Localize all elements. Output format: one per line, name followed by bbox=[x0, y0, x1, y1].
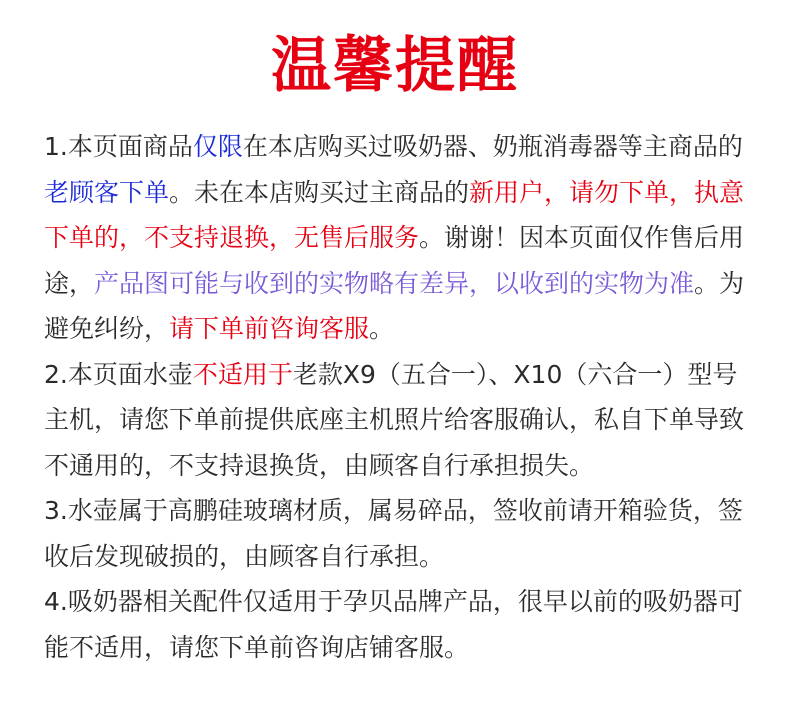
text-segment: 。为避免纠纷， bbox=[44, 268, 745, 343]
text-segment: 2.本页面水壶 bbox=[44, 359, 193, 389]
text-segment: 1.本页面商品 bbox=[44, 132, 193, 161]
text-segment: 。未在本店购买过主商品的 bbox=[169, 177, 470, 207]
highlight-segment: 不适用于 bbox=[192, 359, 293, 389]
notice-paragraph bbox=[44, 579, 754, 670]
highlight-segment: 新用户，请勿下单，执意下单的，不支持退换，无售后服务 bbox=[44, 177, 745, 252]
text-segment: 4.吸奶器相关配件仅适用于孕贝品牌产品，很早以前的吸奶器可能不适用，请您下单前咨询店铺客服。 bbox=[44, 587, 743, 662]
text-segment: 。 bbox=[369, 314, 395, 343]
text-segment: 在本店购买过吸奶器、奶瓶消毒器等主商品的 bbox=[242, 132, 743, 161]
page-title: 温馨提醒 bbox=[271, 31, 519, 101]
notice-paragraph bbox=[44, 488, 754, 579]
highlight-segment: 产品图可能与收到的实物略有差异，以收到的实物为准 bbox=[94, 268, 695, 298]
notice-body bbox=[44, 124, 754, 670]
notice-paragraph bbox=[44, 352, 754, 489]
text-segment: 3.水壶属于高鹏硅玻璃材质，属易碎品，签收前请开箱验货，签收后发现破损的，由顾客自行承担。 bbox=[44, 496, 743, 571]
notice-paragraph bbox=[44, 124, 754, 352]
text-segment: 。谢谢！因本页面仅作售后用途， bbox=[44, 223, 745, 298]
highlight-segment: 请下单前咨询客服 bbox=[169, 314, 370, 343]
highlight-segment: 仅限 bbox=[192, 132, 243, 161]
text-segment: 老款X9（五合一）、X10（六合一）型号主机，请您下单前提供底座主机照片给客服确认，私自下单导致不通用的，不支持退换货，由顾客自行承担损失。 bbox=[44, 359, 745, 480]
highlight-segment: 老顾客下单 bbox=[44, 177, 170, 207]
